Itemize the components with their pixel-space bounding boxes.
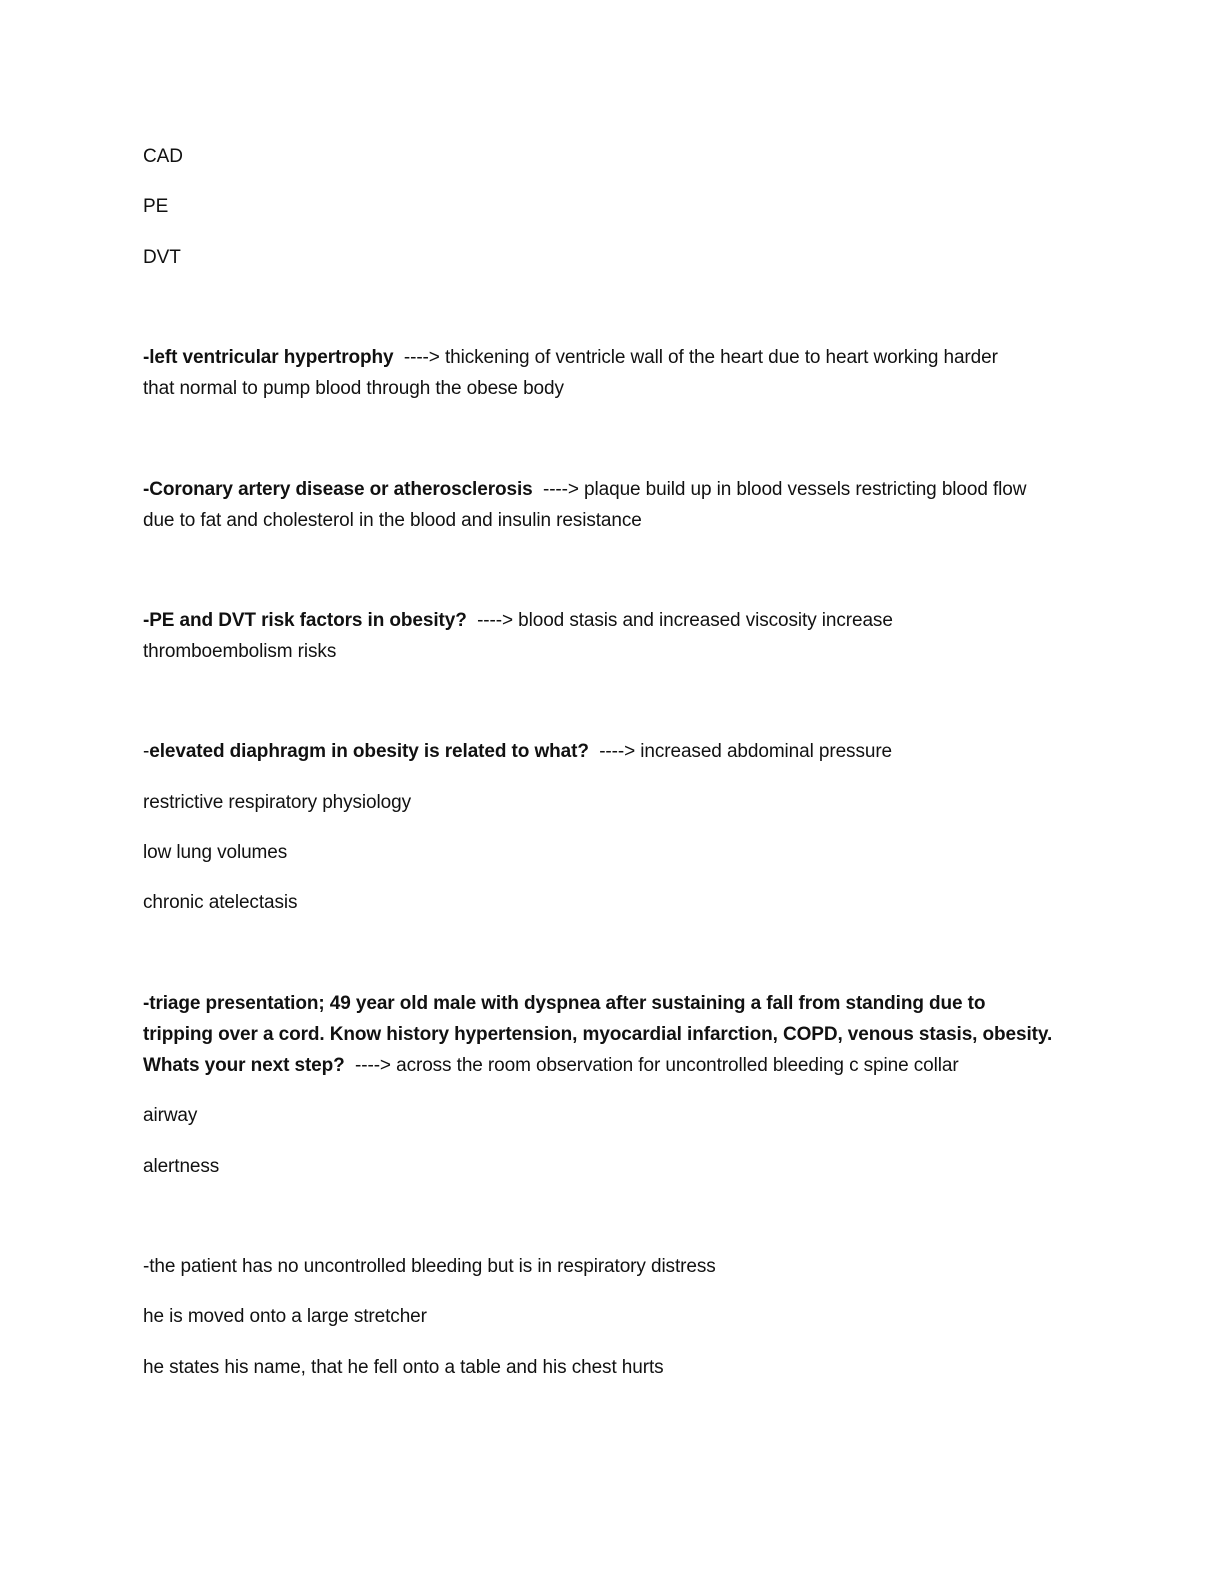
qa-extra-item: airway xyxy=(143,1105,198,1126)
qa-question: Coronary artery disease or atherosclerosis xyxy=(149,479,533,500)
qa-answer-continuation: that normal to pump blood through the obese body xyxy=(143,378,564,399)
qa-answer: ----> plaque build up in blood vessels restricting blood flow xyxy=(542,479,1027,500)
qa-question: PE and DVT risk factors in obesity? xyxy=(149,610,467,631)
qa-question-line xyxy=(143,1050,1083,1081)
qa-answer-continuation: due to fat and cholesterol in the blood and insulin resistance xyxy=(143,510,642,531)
closing-line: -the patient has no uncontrolled bleeding but is in respiratory distress xyxy=(143,1256,716,1277)
qa-answer: ----> thickening of ventricle wall of the heart due to heart working harder xyxy=(403,347,998,368)
intro-item: PE xyxy=(143,196,169,217)
qa-question-line xyxy=(143,736,1083,767)
qa-prefix: - xyxy=(143,993,150,1014)
intro-item: DVT xyxy=(143,247,181,268)
qa-question: tripping over a cord. Know history hypertension, myocardial infarction, COPD, venous stasis, obesity. xyxy=(143,1024,1053,1045)
qa-question: left ventricular hypertrophy xyxy=(149,347,394,368)
qa-extra-item: alertness xyxy=(143,1156,220,1177)
closing-line: he states his name, that he fell onto a table and his chest hurts xyxy=(143,1357,664,1378)
qa-question: elevated diaphragm in obesity is related to what? xyxy=(149,741,589,762)
qa-question-line xyxy=(143,1019,1083,1050)
qa-prefix: - xyxy=(143,347,150,368)
qa-extra-item: chronic atelectasis xyxy=(143,892,298,913)
qa-extra-item: low lung volumes xyxy=(143,842,288,863)
qa-answer: ----> across the room observation for uncontrolled bleeding c spine collar xyxy=(355,1055,959,1076)
qa-answer-continuation: thromboembolism risks xyxy=(143,641,337,662)
qa-question-line xyxy=(143,988,1083,1019)
qa-extra-item: restrictive respiratory physiology xyxy=(143,792,411,813)
intro-item: CAD xyxy=(143,146,183,167)
qa-question-line xyxy=(143,474,1083,505)
qa-question: Whats your next step? xyxy=(143,1055,345,1076)
qa-prefix: - xyxy=(143,741,150,762)
qa-prefix: - xyxy=(143,479,150,500)
closing-line: he is moved onto a large stretcher xyxy=(143,1306,427,1327)
qa-question: triage presentation; 49 year old male with dyspnea after sustaining a fall from standing due to xyxy=(149,993,986,1014)
qa-question-line xyxy=(143,342,1083,373)
qa-answer: ----> increased abdominal pressure xyxy=(599,741,893,762)
qa-prefix: - xyxy=(143,610,150,631)
qa-question-line xyxy=(143,605,1083,636)
qa-answer: ----> blood stasis and increased viscosity increase xyxy=(477,610,893,631)
